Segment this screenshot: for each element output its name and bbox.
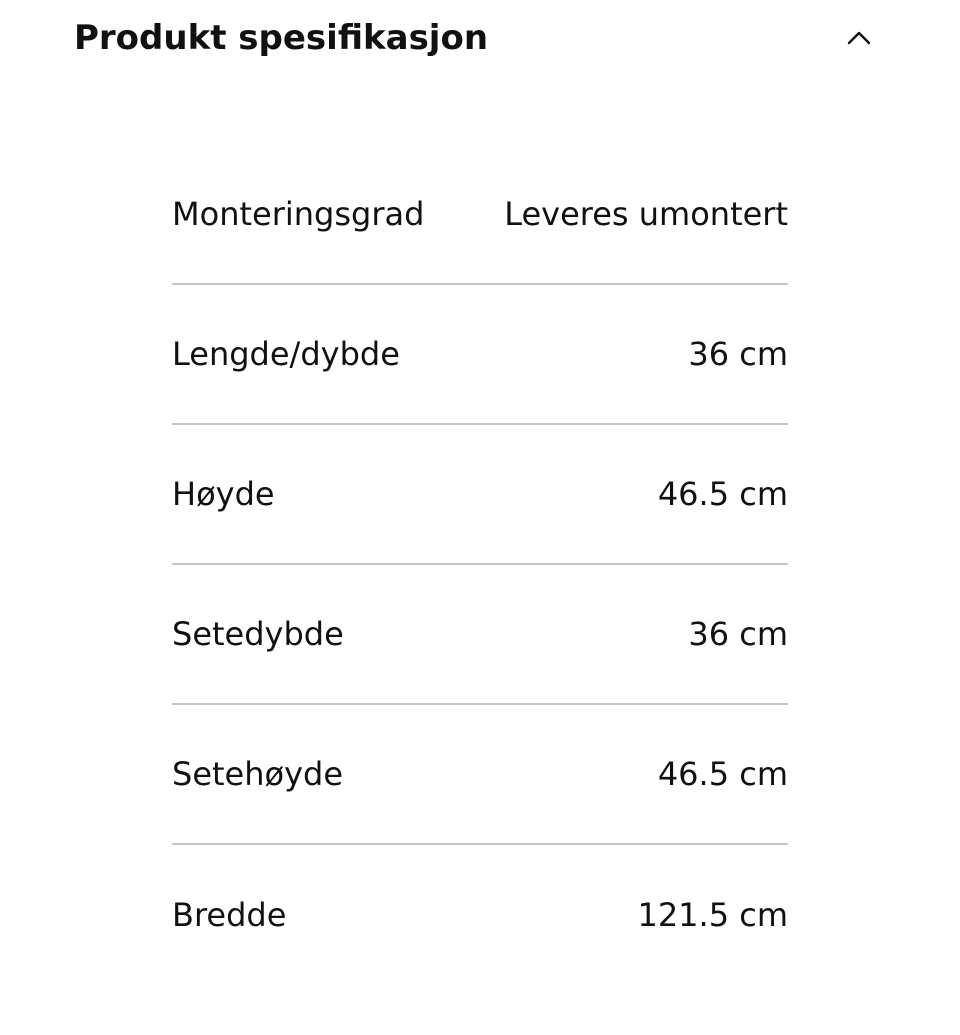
spec-label: Setedybde (172, 615, 344, 653)
spec-label: Setehøyde (172, 755, 344, 793)
spec-row-hoyde (172, 425, 788, 565)
spec-value: 121.5 cm (637, 896, 788, 934)
spec-row-bredde (172, 845, 788, 985)
spec-row-setehoyde (172, 705, 788, 845)
spec-label: Lengde/dybde (172, 335, 400, 373)
spec-row-setedybde (172, 565, 788, 705)
spec-label: Høyde (172, 475, 275, 513)
spec-value: 36 cm (688, 615, 788, 653)
spec-value: 36 cm (688, 335, 788, 373)
spec-table (172, 145, 788, 985)
chevron-up-icon[interactable] (846, 25, 872, 51)
spec-label: Bredde (172, 896, 287, 934)
spec-value: Leveres umontert (504, 195, 788, 233)
product-spec-accordion-header[interactable] (74, 0, 886, 76)
spec-value: 46.5 cm (657, 475, 788, 513)
spec-row-monteringsgrad (172, 145, 788, 285)
section-title: Produkt spesifikasjon (74, 18, 489, 58)
spec-row-lengde-dybde (172, 285, 788, 425)
spec-value: 46.5 cm (657, 755, 788, 793)
spec-label: Monteringsgrad (172, 195, 425, 233)
